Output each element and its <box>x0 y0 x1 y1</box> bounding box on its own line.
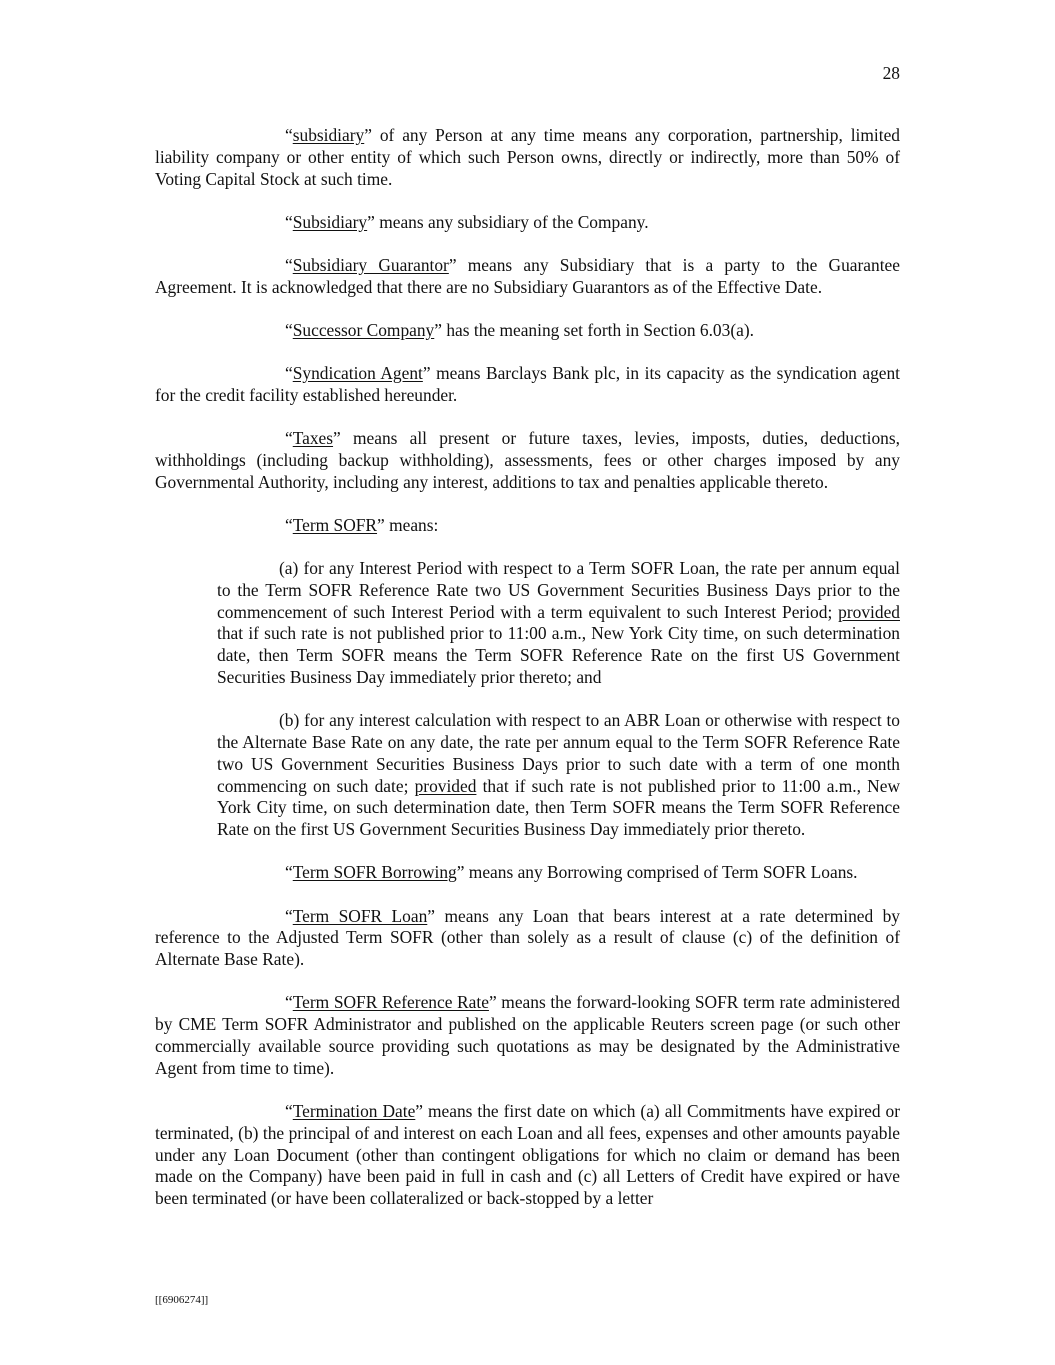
definition-text: ” means the forward-looking SOFR term rate administered by CME Term SOFR Administrator and published on the applicable Reuters screen page (or such other commercially available source providing such quotations as may be designated by the Administrative Agent from time to time). <box>155 992 900 1078</box>
definition-text: ” of any Person at any time means any corporation, partnership, limited liability company or other entity of which such Person owns, directly or indirectly, more than 50% of Voting Capital Stock at such time. <box>155 125 900 189</box>
definition-subsidiary: “subsidiary” of any Person at any time means any corporation, partnership, limited liability company or other entity of which such Person owns, directly or indirectly, more than 50% of Voting Capital Stock at such time. <box>155 125 900 189</box>
definition-text: ” means the first date on which (a) all Commitments have expired or terminated, (b) the principal of and interest on each Loan and all fees, expenses and other amounts payable under any Loan Document (other than contingent obligations for which no claim or demand has been made on the Company) have been paid in full in cash and (c) all Letters of Credit have expired or have been terminated (or have been collateralized or back-stopped by a letter <box>155 1100 900 1209</box>
clause-text: that if such rate is not published prior to 11:00 a.m., New York City time, on such determination date, then Term SOFR means the Term SOFR Reference Rate on the first US Government Securities Business Day immediately prior thereto; and <box>217 623 900 688</box>
definition-text: ” means all present or future taxes, levies, imposts, duties, deductions, withholdings (including backup withholding), assessments, fees or other charges imposed by any Governmental Authority, including any interest, additions to tax and penalties applicable thereto. <box>155 428 900 492</box>
definition-text: ” means Barclays Bank plc, in its capacity as the syndication agent for the credit facility established hereunder. <box>155 363 901 405</box>
definition-successor-company: “Successor Company” has the meaning set forth in Section 6.03(a). <box>285 319 754 340</box>
definition-text: ” means: <box>377 514 439 535</box>
definition-taxes: “Taxes” means all present or future taxes, levies, imposts, duties, deductions, withholdings (including backup withholding), assessments, fees or other charges imposed by any Governmental Authority, including any interest, additions to tax and penalties applicable thereto. <box>155 428 900 492</box>
term-sofr-clause-a <box>217 558 900 689</box>
document-footer-id: [[6906274]] <box>155 1294 209 1306</box>
clause-text: (a) for any Interest Period with respect to a Term SOFR Loan, the rate per annum equal to the Term SOFR Reference Rate two US Government Securities Business Days prior to the commencement of such Interest Period with a term equivalent to such Interest Period; <box>217 558 900 622</box>
defined-term: Termination Date <box>292 1100 416 1121</box>
defined-term: Term SOFR Loan <box>292 905 428 926</box>
definition-subsidiary-capital: “Subsidiary” means any subsidiary of the Company. <box>285 211 649 232</box>
defined-term: Subsidiary <box>292 211 368 232</box>
term-sofr-clause-b <box>217 710 900 841</box>
definition-term-sofr: “Term SOFR” means: <box>285 514 439 535</box>
definition-text: ” means any Subsidiary that is a party to the Guarantee Agreement. It is acknowledged that there are no Subsidiary Guarantors as of the Effective Date. <box>155 254 900 297</box>
document-body <box>155 125 900 1210</box>
definition-subsidiary-guarantor: “Subsidiary Guarantor” means any Subsidiary that is a party to the Guarantee Agreement. It is acknowledged that there are no Subsidiary Guarantors as of the Effective Date. <box>155 254 900 297</box>
defined-term: Term SOFR <box>292 514 378 535</box>
defined-term: Term SOFR Reference Rate <box>292 992 489 1013</box>
defined-term: Taxes <box>292 428 334 449</box>
definition-term-sofr-reference-rate: “Term SOFR Reference Rate” means the forward-looking SOFR term rate administered by CME Term SOFR Administrator and published on the applicable Reuters screen page (or such other commercially available source providing such quotations as may be designated by the Administrative Agent from time to time). <box>155 992 900 1078</box>
defined-term: Term SOFR Borrowing <box>292 862 457 883</box>
proviso-term: provided <box>414 775 477 796</box>
defined-term: Successor Company <box>292 319 435 340</box>
definition-syndication-agent: “Syndication Agent” means Barclays Bank plc, in its capacity as the syndication agent for the credit facility established hereunder. <box>155 363 901 405</box>
proviso-term: provided <box>838 601 900 622</box>
defined-term: subsidiary <box>292 125 365 145</box>
clause-text: (b) for any interest calculation with respect to an ABR Loan or otherwise with respect to the Alternate Base Rate on any date, the rate per annum equal to the Term SOFR Reference Rate two US Government Securities Business Days prior to such date with a term of one month commencing on such date; <box>217 710 900 796</box>
definition-text: ” means any Borrowing comprised of Term SOFR Loans. <box>456 862 858 883</box>
definition-termination-date: “Termination Date” means the first date on which (a) all Commitments have expired or terminated, (b) the principal of and interest on each Loan and all fees, expenses and other amounts payable under any Loan Document (other than contingent obligations for which no claim or demand has been made on the Company) have been paid in full in cash and (c) all Letters of Credit have expired or have been terminated (or have been collateralized or back-stopped by a letter <box>155 1100 900 1209</box>
defined-term: Subsidiary Guarantor <box>292 254 449 275</box>
defined-term: Syndication Agent <box>292 363 423 384</box>
definition-text: ” has the meaning set forth in Section 6.03(a). <box>434 319 754 340</box>
definition-text: ” means any subsidiary of the Company. <box>367 211 649 232</box>
definition-term-sofr-borrowing: “Term SOFR Borrowing” means any Borrowing comprised of Term SOFR Loans. <box>285 862 858 883</box>
page-number: 28 <box>882 63 900 83</box>
clause-text: that if such rate is not published prior to 11:00 a.m., New York City time, on such determination date, then Term SOFR means the Term SOFR Reference Rate on the first US Government Securities Business Day immediately prior thereto. <box>217 775 901 840</box>
definition-text: ” means any Loan that bears interest at a rate determined by reference to the Adjusted Term SOFR (other than solely as a result of clause (c) of the definition of Alternate Base Rate). <box>155 905 901 970</box>
definition-term-sofr-loan: “Term SOFR Loan” means any Loan that bears interest at a rate determined by reference to the Adjusted Term SOFR (other than solely as a result of clause (c) of the definition of Alternate Base Rate). <box>155 905 901 970</box>
